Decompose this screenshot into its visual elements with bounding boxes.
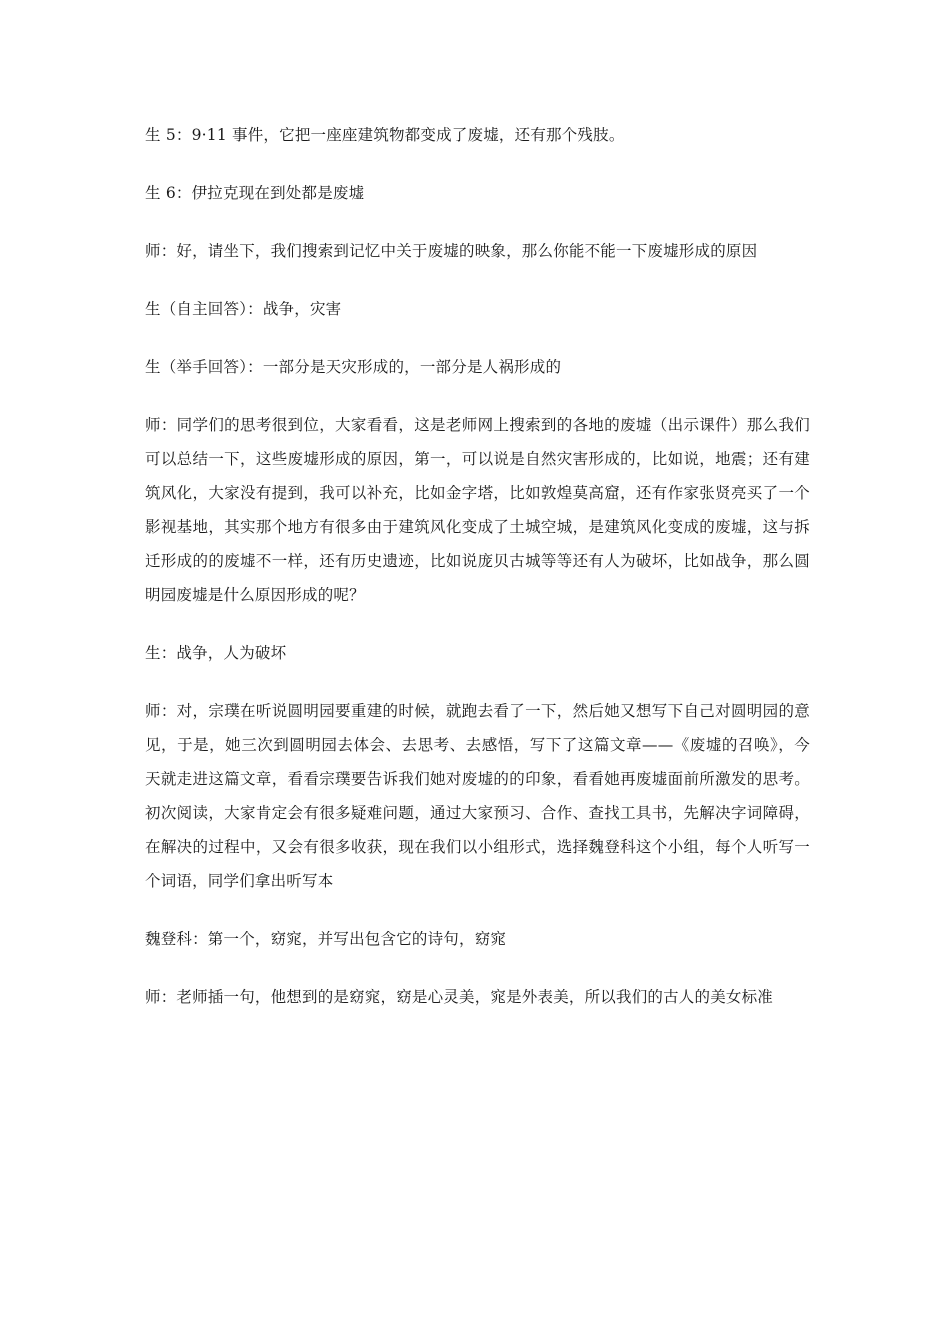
paragraph-wei-dengke: 魏登科：第一个，窈窕，并写出包含它的诗句，窈窕 — [145, 930, 507, 948]
paragraph-student-answer-war: 生：战争，人为破坏 — [145, 644, 287, 662]
document-page — [145, 118, 810, 1038]
paragraph-student-5: 生 5：9·11 事件，它把一座座建筑物都变成了废墟，还有那个残肢。 — [145, 126, 625, 144]
paragraph-student-raised-hand: 生（举手回答）：一部分是天灾形成的，一部分是人祸形成的 — [145, 358, 562, 376]
paragraph-teacher-summary: 师：同学们的思考很到位，大家看看，这是老师网上搜索到的各地的废墟（出示课件）那么我们可以总结一下，这些废墟形成的原因，第一，可以说是自然灾害形成的，比如说，地震；还有建筑风化，大家没有提到，我可以补充，比如金字塔，比如敦煌莫高窟，还有作家张贤亮买了一个影视基地，其实那个地方有很多由于建筑风化变成了土城空城，是建筑风化变成的废墟，这与拆迁形成的的废墟不一样，还有历史遗迹，比如说庞贝古城等等还有人为破坏，比如战争，那么圆明园废墟是什么原因形成的呢？ — [145, 416, 810, 604]
paragraph-teacher-interjection: 师：老师插一句，他想到的是窈窕，窈是心灵美，窕是外表美，所以我们的古人的美女标准 — [145, 988, 774, 1006]
paragraph-student-6: 生 6：伊拉克现在到处都是废墟 — [145, 184, 365, 202]
paragraph-teacher-question: 师：好，请坐下，我们搜索到记忆中关于废墟的映象，那么你能不能一下废墟形成的原因 — [145, 242, 758, 260]
paragraph-teacher-introduction: 师：对，宗璞在听说圆明园要重建的时候，就跑去看了一下，然后她又想写下自己对圆明园的意见，于是，她三次到圆明园去体会、去思考、去感悟，写下了这篇文章——《废墟的召唤》，今天就走进这篇文章，看看宗璞要告诉我们她对废墟的的印象，看看她再废墟面前所激发的思考。初次阅读，大家肯定会有很多疑难问题，通过大家预习、合作、查找工具书，先解决字词障碍，在解决的过程中，又会有很多收获，现在我们以小组形式，选择魏登科这个小组，每个人听写一个词语，同学们拿出听写本 — [145, 702, 810, 890]
paragraph-student-self-answer: 生（自主回答）：战争，灾害 — [145, 300, 342, 318]
